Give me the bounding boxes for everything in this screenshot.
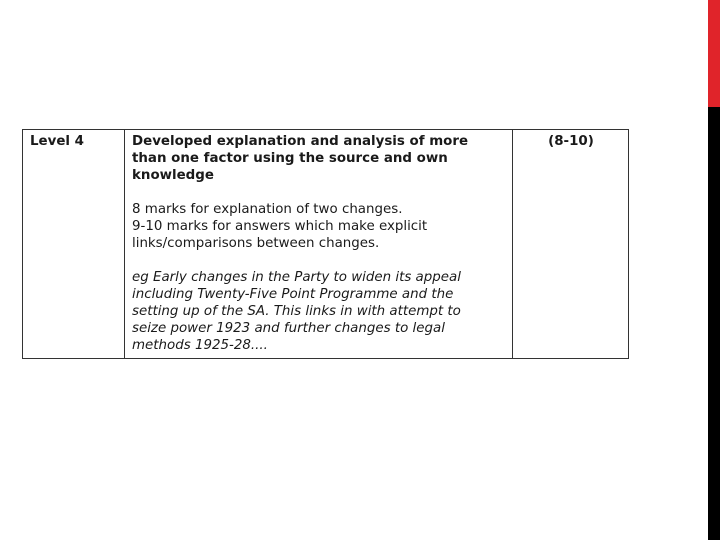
example-line: seize power 1923 and further changes to legal (132, 321, 445, 336)
descriptor-heading (132, 133, 506, 184)
example-line: including Twenty-Five Point Programme and the (132, 287, 454, 302)
heading-line: than one factor using the source and own (132, 151, 448, 166)
example-answer (132, 269, 506, 355)
example-line: setting up of the SA. This links in with attempt to (132, 304, 461, 319)
heading-line: knowledge (132, 168, 214, 183)
criteria-line: 9-10 marks for answers which make explicit (132, 219, 428, 234)
example-line: methods 1925-28.... (132, 338, 268, 353)
mark-scheme-table (22, 129, 629, 359)
marking-criteria (132, 201, 506, 252)
descriptor-cell (125, 130, 513, 359)
criteria-line: 8 marks for explanation of two changes. (132, 202, 403, 217)
example-line: eg Early changes in the Party to widen its appeal (132, 270, 461, 285)
criteria-line: links/comparisons between changes. (132, 236, 380, 251)
slide-accent-bar (708, 0, 720, 107)
marks-cell: (8-10) (513, 130, 629, 359)
level-cell: Level 4 (23, 130, 125, 359)
table-row (23, 130, 629, 359)
heading-line: Developed explanation and analysis of more (132, 134, 469, 149)
